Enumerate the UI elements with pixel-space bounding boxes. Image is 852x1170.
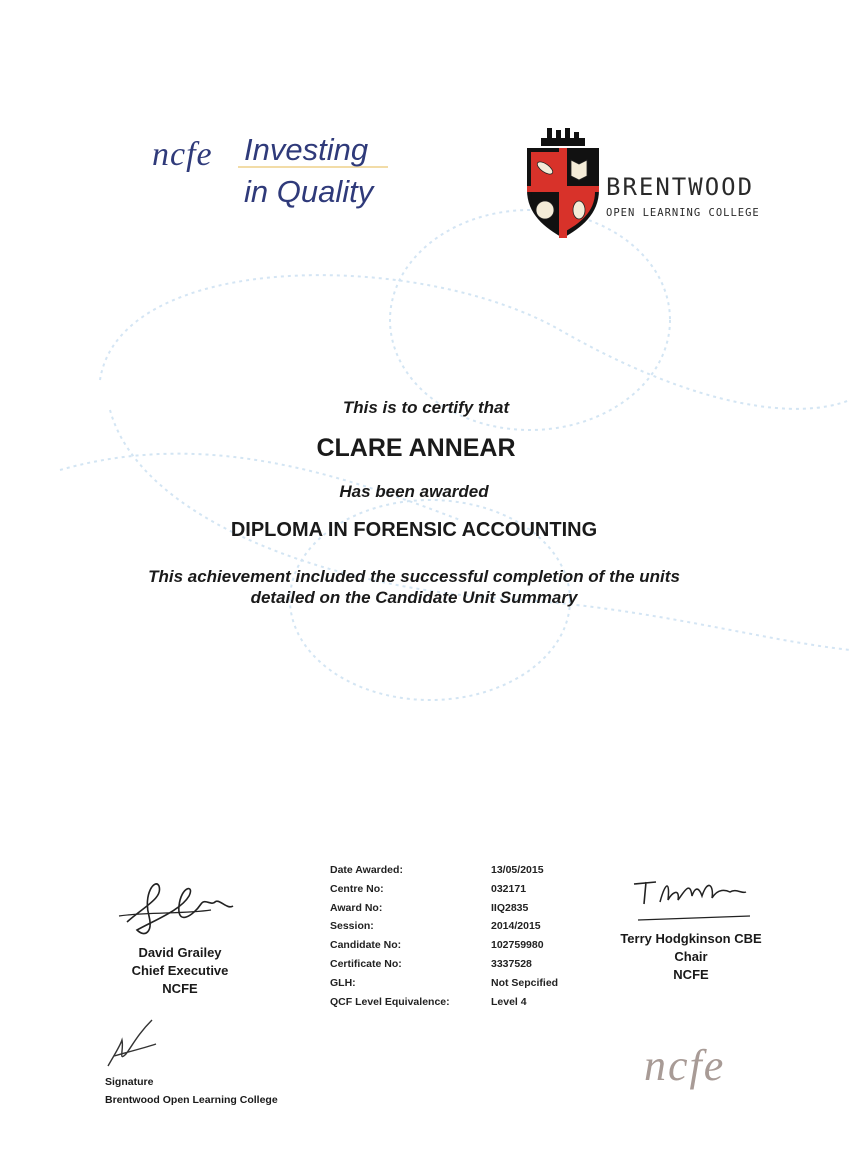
ncfe-logo-mark: ncfe xyxy=(152,136,213,173)
signatory-right-name: Terry Hodgkinson CBE xyxy=(620,931,762,946)
signatory-left-name: David Grailey xyxy=(138,945,222,960)
detail-label: Certificate No: xyxy=(330,957,402,970)
signatory-left-title: Chief Executive xyxy=(131,963,229,978)
detail-value: 102759980 xyxy=(491,939,544,952)
achievement-line-1: This achievement included the successful completion of the units xyxy=(148,567,680,586)
college-signature-name: Brentwood Open Learning College xyxy=(105,1094,278,1106)
signatory-right-org: NCFE xyxy=(673,967,709,982)
awarded-text: Has been awarded xyxy=(339,482,489,501)
ncfe-logo xyxy=(152,130,402,220)
detail-value: 3337528 xyxy=(491,957,532,970)
detail-label: Centre No: xyxy=(330,882,384,895)
detail-value: 032171 xyxy=(491,882,527,895)
qualification-title: DIPLOMA IN FORENSIC ACCOUNTING xyxy=(230,519,598,541)
detail-value: 13/05/2015 xyxy=(491,864,544,876)
college-crest-icon xyxy=(523,128,603,240)
achievement-line-2: detailed on the Candidate Unit Summary xyxy=(250,588,578,607)
detail-label: Award No: xyxy=(330,901,383,914)
ncfe-tagline-1: Investing xyxy=(244,132,369,167)
detail-label: GLH: xyxy=(330,976,356,989)
recipient-name: CLARE ANNEAR xyxy=(316,434,516,462)
detail-value: Not Sepcified xyxy=(491,976,559,989)
ncfe-tagline-2: in Quality xyxy=(244,174,374,209)
detail-label: Session: xyxy=(330,920,374,933)
college-subtitle: OPEN LEARNING COLLEGE xyxy=(606,207,760,219)
signatory-left-org: NCFE xyxy=(162,981,198,996)
signature-terry-hodgkinson xyxy=(626,870,756,926)
signatory-right-title: Chair xyxy=(674,949,708,964)
detail-label: QCF Level Equivalence: xyxy=(330,995,450,1008)
signatory-left xyxy=(100,876,260,998)
signature-david-grailey xyxy=(115,876,245,940)
college-signature-label: Signature xyxy=(105,1076,154,1088)
achievement-statement xyxy=(0,566,840,608)
college-signature xyxy=(104,1016,164,1072)
certify-text: This is to certify that xyxy=(342,398,510,417)
detail-label: Candidate No: xyxy=(330,939,402,952)
signatory-right xyxy=(606,870,776,984)
detail-value: 2014/2015 xyxy=(491,920,541,933)
detail-value: IIQ2835 xyxy=(491,901,529,914)
college-name: BRENTWOOD xyxy=(606,173,755,201)
detail-value: Level 4 xyxy=(491,995,527,1008)
detail-label: Date Awarded: xyxy=(330,864,403,876)
ncfe-stamp: ncfe xyxy=(644,1041,726,1090)
